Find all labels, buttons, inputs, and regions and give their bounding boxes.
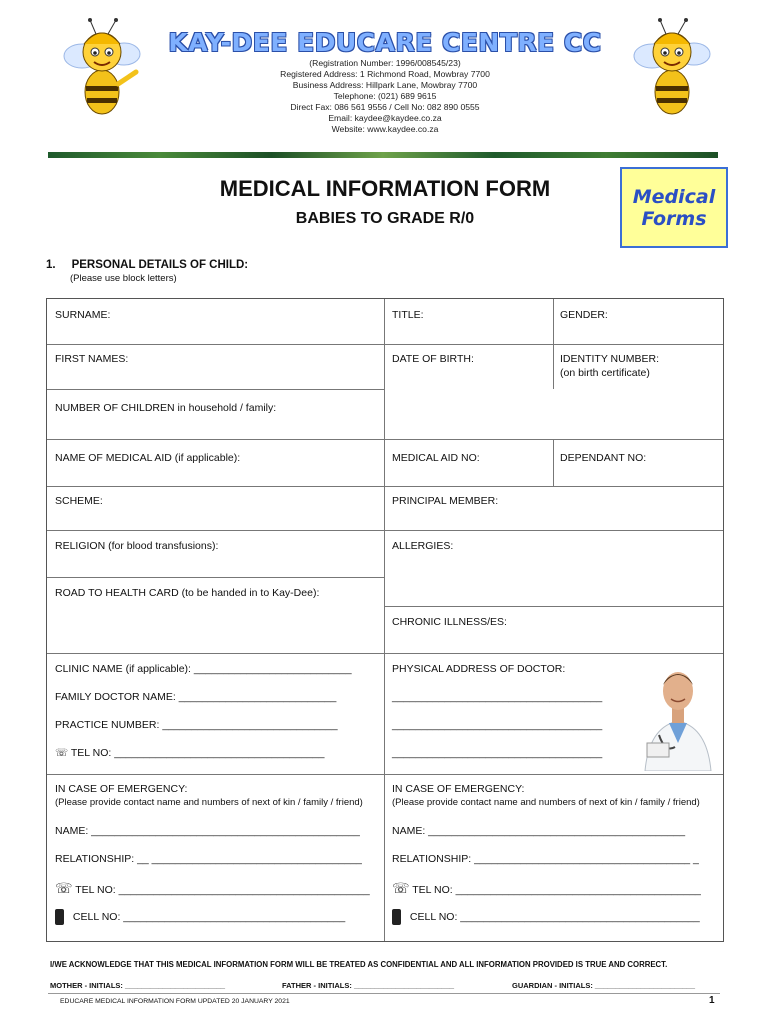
address-line-3[interactable]: ____________________________________: [392, 747, 603, 759]
emergency-left-cell[interactable]: [55, 909, 345, 925]
phone-icon: ☏: [55, 747, 69, 759]
emergency-right-tel-label: TEL NO: __________________________________________: [412, 884, 701, 896]
telephone: Telephone: (021) 689 9615: [333, 91, 437, 101]
school-contact-block: [0, 58, 770, 135]
acknowledgement: I/WE ACKNOWLEDGE THAT THIS MEDICAL INFORMATION FORM WILL BE TREATED AS CONFIDENTIAL AND ALL INFORMATION PROVIDED IS TRUE AND CORRECT.: [50, 960, 668, 969]
identity-number-label: IDENTITY NUMBER:: [560, 353, 659, 365]
emergency-left-heading: IN CASE OF EMERGENCY:: [55, 783, 188, 795]
section-note: (Please use block letters): [70, 273, 177, 284]
email: Email: kaydee@kaydee.co.za: [328, 113, 442, 123]
emergency-right-relationship[interactable]: RELATIONSHIP: _____________________________________ _: [392, 853, 699, 865]
emergency-left-note: (Please provide contact name and numbers of next of kin / family / friend): [55, 797, 363, 808]
chronic-illness-field[interactable]: CHRONIC ILLNESS/ES:: [392, 616, 507, 628]
allergies-field[interactable]: ALLERGIES:: [392, 540, 454, 552]
emergency-right-tel[interactable]: [392, 881, 701, 897]
emergency-right-note: (Please provide contact name and numbers of next of kin / family / friend): [392, 797, 700, 808]
religion-field[interactable]: RELIGION (for blood transfusions):: [55, 540, 219, 552]
school-name: KAY-DEE EDUCARE CENTRE CC: [168, 28, 602, 57]
section-heading: [46, 259, 248, 271]
form-subtitle: BABIES TO GRADE R/0: [295, 210, 475, 227]
first-names-field[interactable]: FIRST NAMES:: [55, 353, 129, 365]
decorative-band: [48, 152, 718, 158]
identity-number-note: (on birth certificate): [560, 367, 650, 379]
emergency-left-cell-label: CELL NO: ______________________________________: [72, 910, 346, 923]
date-of-birth-field[interactable]: DATE OF BIRTH:: [392, 353, 474, 365]
fax-cell: Direct Fax: 086 561 9556 / Cell No: 082 890 0555: [290, 102, 480, 112]
doctor-photo: [639, 661, 717, 771]
doctor-tel-label: TEL NO: ____________________________________: [70, 747, 325, 759]
cellphone-icon: [55, 909, 64, 925]
emergency-right-cell[interactable]: [392, 909, 700, 925]
family-doctor-field[interactable]: FAMILY DOCTOR NAME: ___________________________: [55, 691, 337, 703]
emergency-right-name[interactable]: NAME: ____________________________________________: [392, 825, 686, 837]
physical-address-label: PHYSICAL ADDRESS OF DOCTOR:: [392, 663, 566, 675]
father-initials[interactable]: FATHER - INITIALS: ________________________: [282, 981, 455, 990]
emergency-left-relationship[interactable]: RELATIONSHIP: __ ____________________________________: [55, 853, 362, 865]
road-to-health-field[interactable]: ROAD TO HEALTH CARD (to be handed in to Kay-Dee):: [55, 587, 320, 599]
emergency-right-heading: IN CASE OF EMERGENCY:: [392, 783, 525, 795]
children-count-field[interactable]: NUMBER OF CHILDREN in household / family:: [55, 402, 277, 414]
footer-divider: [48, 993, 720, 994]
scheme-field[interactable]: SCHEME:: [55, 495, 103, 507]
section-number: 1.: [46, 259, 56, 271]
guardian-initials[interactable]: GUARDIAN - INITIALS: ________________________: [512, 981, 696, 990]
practice-number-field[interactable]: PRACTICE NUMBER: ______________________________: [55, 719, 338, 731]
updated-note: EDUCARE MEDICAL INFORMATION FORM UPDATED 20 JANUARY 2021: [60, 998, 290, 1005]
phone-icon: ☏: [392, 880, 410, 896]
clinic-name-field[interactable]: CLINIC NAME (if applicable): ___________________________: [55, 663, 352, 675]
medical-aid-no-field[interactable]: MEDICAL AID NO:: [392, 452, 480, 464]
registration-number: (Registration Number: 1996/008545/23): [309, 58, 461, 68]
gender-field[interactable]: GENDER:: [560, 309, 608, 321]
cellphone-icon: [392, 909, 401, 925]
address-line-2[interactable]: ____________________________________: [392, 719, 603, 731]
identity-number-field[interactable]: [560, 352, 659, 380]
section-title: PERSONAL DETAILS OF CHILD:: [71, 259, 249, 271]
title-field[interactable]: TITLE:: [392, 309, 424, 321]
surname-field[interactable]: SURNAME:: [55, 309, 111, 321]
form-title: MEDICAL INFORMATION FORM: [219, 176, 551, 201]
principal-member-field[interactable]: PRINCIPAL MEMBER:: [392, 495, 499, 507]
phone-icon: ☏: [55, 880, 73, 896]
business-address: Business Address: Hillpark Lane, Mowbray 7700: [292, 80, 478, 90]
dependant-no-field[interactable]: DEPENDANT NO:: [560, 452, 647, 464]
badge-line1: Medical: [632, 185, 716, 208]
address-line-1[interactable]: ____________________________________: [392, 691, 603, 703]
emergency-right-cell-label: CELL NO: _________________________________________: [409, 910, 700, 923]
website: Website: www.kaydee.co.za: [331, 124, 439, 134]
mother-initials[interactable]: MOTHER - INITIALS: ________________________: [50, 981, 226, 990]
doctor-tel-field[interactable]: [55, 746, 324, 760]
page-number: 1: [709, 995, 715, 1006]
medical-aid-name-field[interactable]: NAME OF MEDICAL AID (if applicable):: [55, 452, 241, 464]
personal-details-grid: [46, 298, 724, 942]
emergency-left-name[interactable]: NAME: ______________________________________________: [55, 825, 360, 837]
emergency-left-tel[interactable]: [55, 881, 370, 897]
badge-line2: Forms: [641, 207, 707, 230]
emergency-left-tel-label: TEL NO: ___________________________________________: [75, 884, 370, 896]
registered-address: Registered Address: 1 Richmond Road, Mowbray 7700: [280, 69, 490, 79]
medical-forms-badge: [620, 167, 728, 248]
